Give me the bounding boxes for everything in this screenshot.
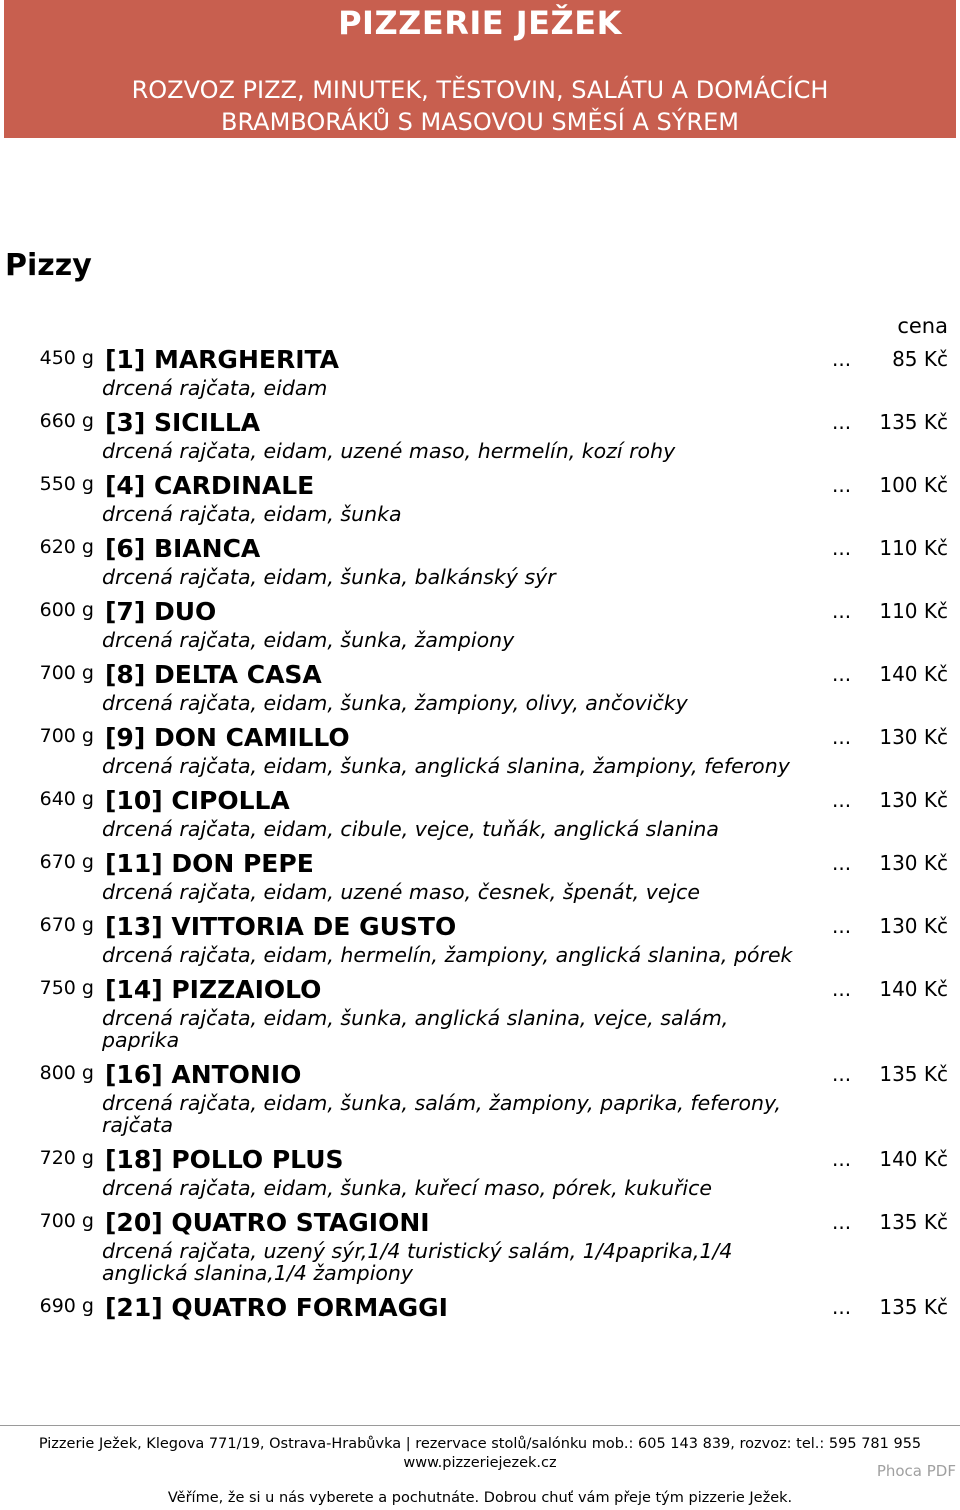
item-name: [1] MARGHERITA: [105, 345, 339, 374]
menu-item: [0, 408, 960, 471]
item-name: [9] DON CAMILLO: [105, 723, 350, 752]
item-price: 140 Kč: [879, 1147, 948, 1171]
item-price: 135 Kč: [879, 1062, 948, 1086]
footer-website-link[interactable]: www.pizzeriejezek.cz: [403, 1455, 557, 1471]
item-weight: 620 g: [39, 536, 94, 558]
item-weight: 700 g: [39, 725, 94, 747]
item-description: drcená rajčata, eidam, šunka, žampiony: [102, 628, 515, 652]
menu-item: [0, 1060, 960, 1145]
item-dots: ...: [832, 347, 852, 371]
item-dots: ...: [832, 725, 852, 749]
item-dots: ...: [832, 410, 852, 434]
item-dots: ...: [832, 914, 852, 938]
item-weight: 670 g: [39, 914, 94, 936]
item-description: drcená rajčata, eidam, cibule, vejce, tuňák, anglická slanina: [102, 817, 719, 841]
item-description: drcená rajčata, eidam, šunka, kuřecí maso, pórek, kukuřice: [102, 1176, 712, 1200]
item-description: drcená rajčata, uzený sýr,1/4 turistický salám, 1/4paprika,1/4 anglická slanina,1/4 žampiony: [102, 1239, 733, 1285]
item-description: drcená rajčata, eidam, uzené maso, hermelín, kozí rohy: [102, 439, 676, 463]
item-price: 135 Kč: [879, 1210, 948, 1234]
page-footer: [0, 1425, 960, 1510]
menu-item: [0, 597, 960, 660]
item-name: [14] PIZZAIOLO: [105, 975, 322, 1004]
menu-item: [0, 534, 960, 597]
item-price: 130 Kč: [879, 788, 948, 812]
item-name: [6] BIANCA: [105, 534, 261, 563]
menu-item: [0, 975, 960, 1060]
restaurant-title: PIZZERIE JEŽEK: [338, 4, 622, 42]
item-dots: ...: [832, 977, 852, 1001]
item-weight: 750 g: [39, 977, 94, 999]
menu-item: [0, 1145, 960, 1208]
item-weight: 550 g: [39, 473, 94, 495]
item-weight: 800 g: [39, 1062, 94, 1084]
item-price: 85 Kč: [892, 347, 948, 371]
restaurant-subtitle: [4, 74, 956, 138]
item-price: 110 Kč: [879, 536, 948, 560]
item-name: [4] CARDINALE: [105, 471, 315, 500]
item-description: drcená rajčata, eidam, šunka, salám, žampiony, paprika, feferony, rajčata: [102, 1091, 782, 1137]
item-dots: ...: [832, 599, 852, 623]
item-dots: ...: [832, 1062, 852, 1086]
item-description: drcená rajčata, eidam, šunka, balkánský sýr: [102, 565, 556, 589]
item-description: drcená rajčata, eidam, uzené maso, česnek, špenát, vejce: [102, 880, 701, 904]
item-description: drcená rajčata, eidam, šunka, anglická slanina, vejce, salám, paprika: [102, 1006, 729, 1052]
menu-item: [0, 786, 960, 849]
item-price: 140 Kč: [879, 977, 948, 1001]
item-name: [10] CIPOLLA: [105, 786, 290, 815]
subtitle-line-2: BRAMBORÁKŮ S MASOVOU SMĚSÍ A SÝREM: [221, 108, 739, 136]
item-price: 130 Kč: [879, 725, 948, 749]
item-weight: 640 g: [39, 788, 94, 810]
item-price: 135 Kč: [879, 410, 948, 434]
item-dots: ...: [832, 851, 852, 875]
item-dots: ...: [832, 788, 852, 812]
footer-contact: Pizzerie Ježek, Klegova 771/19, Ostrava-Hrabůvka | rezervace stolů/salónku mob.: 605 143 839, rozvoz: tel.: 595 781 955: [38, 1436, 922, 1452]
item-dots: ...: [832, 1295, 852, 1319]
item-price: 140 Kč: [879, 662, 948, 686]
item-weight: 660 g: [39, 410, 94, 432]
item-weight: 600 g: [39, 599, 94, 621]
item-dots: ...: [832, 1147, 852, 1171]
item-price: 100 Kč: [879, 473, 948, 497]
item-weight: 700 g: [39, 662, 94, 684]
item-dots: ...: [832, 473, 852, 497]
item-price: 110 Kč: [879, 599, 948, 623]
item-name: [13] VITTORIA DE GUSTO: [105, 912, 457, 941]
item-dots: ...: [832, 662, 852, 686]
menu-item: [0, 471, 960, 534]
price-column-header: cena: [897, 314, 948, 338]
item-weight: 690 g: [39, 1295, 94, 1317]
item-price: 130 Kč: [879, 851, 948, 875]
menu-list: [0, 345, 960, 1325]
item-description: drcená rajčata, eidam, šunka, žampiony, olivy, ančovičky: [102, 691, 688, 715]
item-weight: 450 g: [39, 347, 94, 369]
item-name: [11] DON PEPE: [105, 849, 314, 878]
item-description: drcená rajčata, eidam: [102, 376, 328, 400]
menu-item: [0, 912, 960, 975]
item-name: [21] QUATRO FORMAGGI: [105, 1293, 448, 1322]
menu-item: [0, 345, 960, 408]
item-name: [8] DELTA CASA: [105, 660, 322, 689]
menu-item: [0, 660, 960, 723]
item-weight: 700 g: [39, 1210, 94, 1232]
subtitle-line-1: ROZVOZ PIZZ, MINUTEK, TĚSTOVIN, SALÁTU A DOMÁCÍCH: [131, 76, 829, 104]
phoca-pdf-link[interactable]: Phoca PDF: [876, 1462, 956, 1480]
item-name: [20] QUATRO STAGIONI: [105, 1208, 430, 1237]
item-description: drcená rajčata, eidam, hermelín, žampiony, anglická slanina, pórek: [102, 943, 793, 967]
item-name: [16] ANTONIO: [105, 1060, 302, 1089]
item-dots: ...: [832, 1210, 852, 1234]
item-dots: ...: [832, 536, 852, 560]
menu-item: [0, 1208, 960, 1293]
menu-item: [0, 723, 960, 786]
item-weight: 670 g: [39, 851, 94, 873]
header-banner: [4, 0, 956, 138]
item-price: 135 Kč: [879, 1295, 948, 1319]
item-name: [3] SICILLA: [105, 408, 261, 437]
item-name: [7] DUO: [105, 597, 217, 626]
item-description: drcená rajčata, eidam, šunka: [102, 502, 402, 526]
footer-slogan: Věříme, že si u nás vyberete a pochutnáte. Dobrou chuť vám přeje tým pizzerie Ježek.: [167, 1490, 793, 1506]
menu-item: [0, 1293, 960, 1325]
item-price: 130 Kč: [879, 914, 948, 938]
menu-item: [0, 849, 960, 912]
item-name: [18] POLLO PLUS: [105, 1145, 344, 1174]
item-weight: 720 g: [39, 1147, 94, 1169]
section-title: Pizzy: [5, 248, 92, 283]
item-description: drcená rajčata, eidam, šunka, anglická slanina, žampiony, feferony: [102, 754, 790, 778]
